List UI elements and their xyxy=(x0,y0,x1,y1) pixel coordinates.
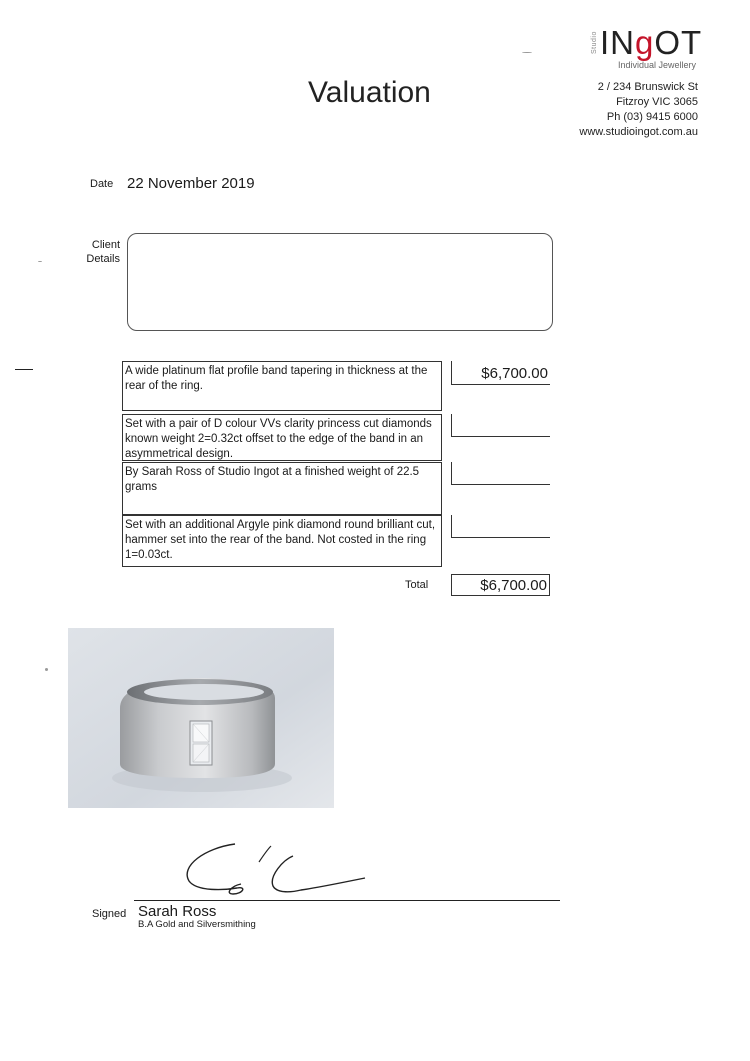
logo-accent: g xyxy=(635,24,655,61)
total-label: Total xyxy=(405,579,429,591)
logo-prefix: IN xyxy=(600,24,635,61)
page-title: Valuation xyxy=(308,76,431,109)
item-price xyxy=(451,414,550,437)
client-details-label xyxy=(82,238,120,266)
signed-label: Signed xyxy=(92,908,127,920)
date-label: Date xyxy=(90,178,114,190)
handwritten-signature xyxy=(175,836,375,902)
signature-line xyxy=(134,900,560,901)
scan-speck xyxy=(38,261,42,262)
signer-qualification: B.A Gold and Silversmithing xyxy=(138,919,256,930)
date-value: 22 November 2019 xyxy=(127,175,255,192)
signer-name: Sarah Ross xyxy=(138,903,217,920)
item-price xyxy=(451,462,550,485)
logo-tagline: Individual Jewellery xyxy=(618,60,697,70)
item-description: Set with a pair of D colour VVs clarity princess cut diamonds known weight 2=0.32ct offset to the edge of the band in an asymmetrical design. xyxy=(122,414,442,461)
client-details-box xyxy=(127,233,553,331)
address-website: www.studioingot.com.au xyxy=(579,126,698,138)
item-price: $6,700.00 xyxy=(451,361,550,385)
scan-speck xyxy=(45,668,48,671)
logo-studio-text: Studio xyxy=(591,31,598,54)
item-description: Set with an additional Argyle pink diamond round brilliant cut, hammer set into the rear of the band. Not costed in the ring 1=0.03ct. xyxy=(122,515,442,567)
business-address xyxy=(579,80,698,140)
ring-photo xyxy=(68,628,334,808)
item-description: A wide platinum flat profile band tapering in thickness at the rear of the ring. xyxy=(122,361,442,411)
client-label-line2: Details xyxy=(86,253,120,265)
logo-suffix: OT xyxy=(654,24,703,61)
item-description: By Sarah Ross of Studio Ingot at a finished weight of 22.5 grams xyxy=(122,462,442,515)
scan-speck xyxy=(522,52,532,53)
studio-ingot-logo xyxy=(588,24,703,74)
address-street: 2 / 234 Brunswick St xyxy=(597,81,698,93)
client-label-line1: Client xyxy=(91,239,120,251)
address-suburb: Fitzroy VIC 3065 xyxy=(616,96,698,108)
item-price xyxy=(451,515,550,538)
logo-wordmark xyxy=(600,24,702,62)
total-value: $6,700.00 xyxy=(451,574,550,596)
margin-mark xyxy=(15,369,33,370)
address-phone: Ph (03) 9415 6000 xyxy=(606,111,698,123)
